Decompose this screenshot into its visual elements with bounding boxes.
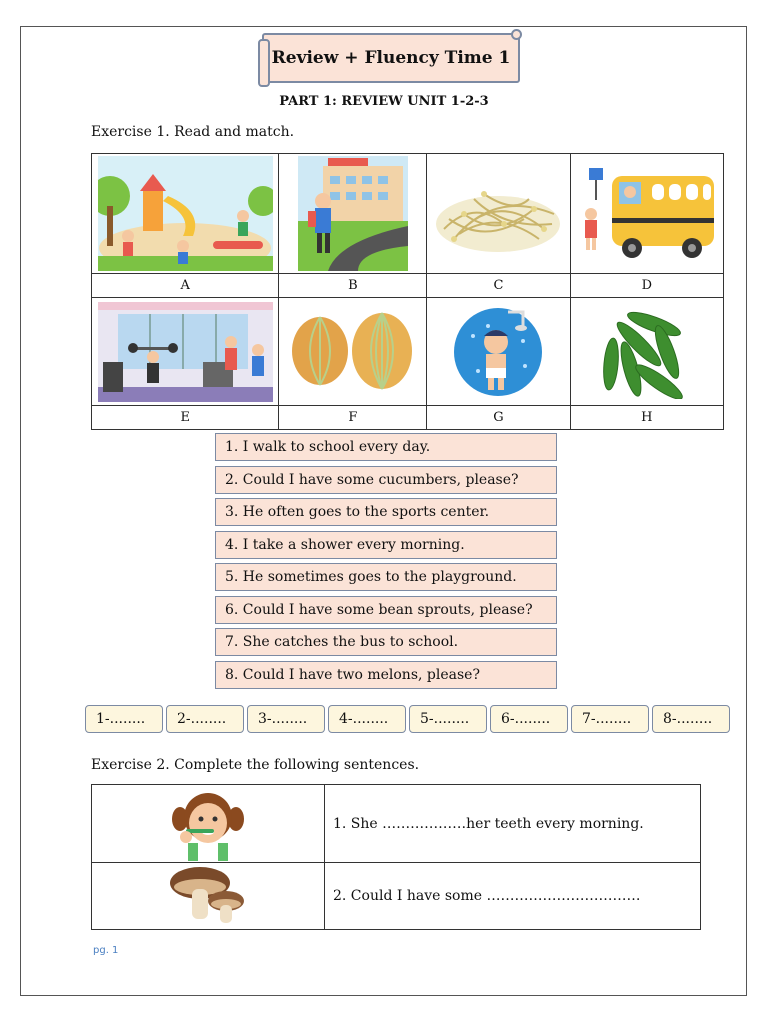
sentence-2: 2. Could I have some cucumbers, please? — [215, 466, 557, 494]
label-d: D — [570, 274, 723, 298]
label-e: E — [92, 406, 279, 430]
mushrooms-picture — [168, 865, 248, 927]
page-number: pg. 1 — [93, 945, 119, 956]
sentence-8: 8. Could I have two melons, please? — [215, 661, 557, 689]
exercise2-table — [91, 784, 701, 930]
walk-to-school-picture — [298, 156, 408, 271]
sports-center-picture — [98, 302, 273, 402]
sentence-5: 5. He sometimes goes to the playground. — [215, 563, 557, 591]
picture-grid — [91, 153, 724, 430]
answer-box-3[interactable]: 3-........ — [247, 705, 325, 733]
sentence-7: 7. She catches the bus to school. — [215, 628, 557, 656]
answer-box-6[interactable]: 6-........ — [490, 705, 568, 733]
playground-picture — [98, 156, 273, 271]
cucumbers-picture — [599, 304, 694, 399]
answer-box-5[interactable]: 5-........ — [409, 705, 487, 733]
picture-cell-b — [279, 154, 427, 274]
label-h: H — [570, 406, 723, 430]
melons-picture — [290, 309, 415, 394]
sentence-6: 6. Could I have some bean sprouts, please? — [215, 596, 557, 624]
page-title: Review + Fluency Time 1 — [271, 48, 511, 68]
sentence-1: 1. I walk to school every day. — [215, 433, 557, 461]
sentence-3: 3. He often goes to the sports center. — [215, 498, 557, 526]
label-a: A — [92, 274, 279, 298]
sentence-4: 4. I take a shower every morning. — [215, 531, 557, 559]
sentence-cell-1: 1. She ………………her teeth every morning. — [325, 785, 701, 863]
answer-boxes — [85, 705, 733, 733]
answer-box-4[interactable]: 4-........ — [328, 705, 406, 733]
picture-cell-a — [92, 154, 279, 274]
answer-box-8[interactable]: 8-........ — [652, 705, 730, 733]
picture-cell-f — [279, 298, 427, 406]
part-title: PART 1: REVIEW UNIT 1-2-3 — [279, 94, 489, 109]
label-b: B — [279, 274, 427, 298]
picture-cell-c — [427, 154, 570, 274]
picture-cell-mushrooms — [92, 863, 325, 930]
sentence-cell-2: 2. Could I have some …………………………… — [325, 863, 701, 930]
answer-box-1[interactable]: 1-........ — [85, 705, 163, 733]
girl-brushing-teeth-picture — [168, 787, 248, 861]
shower-picture — [453, 306, 543, 398]
label-c: C — [427, 274, 570, 298]
answer-box-2[interactable]: 2-........ — [166, 705, 244, 733]
picture-cell-h — [570, 298, 723, 406]
label-f: F — [279, 406, 427, 430]
school-bus-picture — [577, 168, 717, 260]
picture-cell-teeth — [92, 785, 325, 863]
title-banner — [262, 33, 520, 83]
picture-cell-e — [92, 298, 279, 406]
sentence-list — [215, 433, 557, 693]
exercise2-heading: Exercise 2. Complete the following sentences. — [91, 757, 420, 773]
picture-cell-d — [570, 154, 723, 274]
label-g: G — [427, 406, 570, 430]
answer-box-7[interactable]: 7-........ — [571, 705, 649, 733]
bean-sprouts-picture — [434, 169, 562, 259]
exercise1-heading: Exercise 1. Read and match. — [91, 124, 295, 140]
picture-cell-g — [427, 298, 570, 406]
